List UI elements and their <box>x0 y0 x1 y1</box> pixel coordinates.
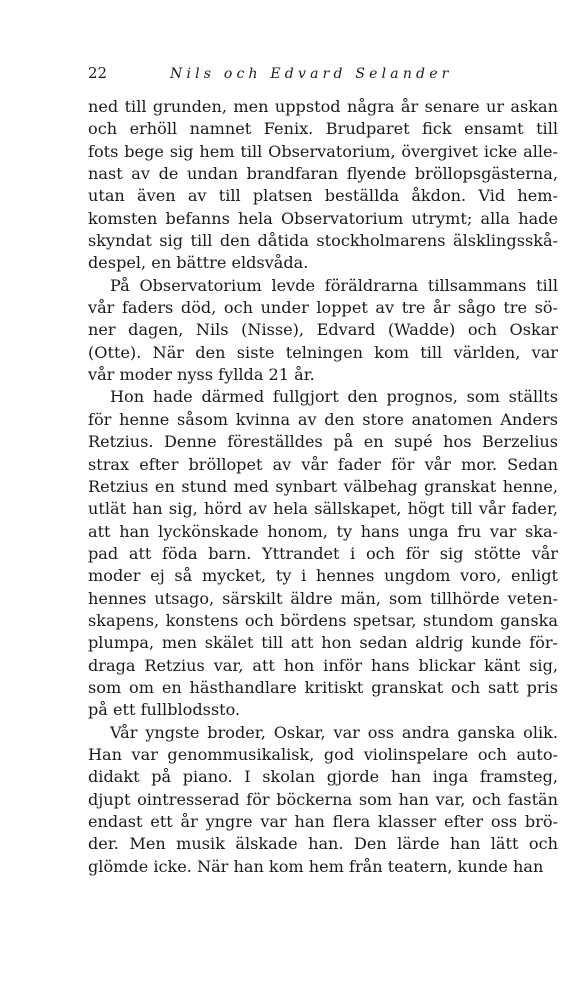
text-line: didakt på piano. I skolan gjorde han inga framsteg, <box>88 767 558 787</box>
text-line: komsten befanns hela Observatorium utrymt; alla hade <box>88 208 558 228</box>
text-line: På Observatorium levde föräldrarna tillsammans till <box>110 275 558 295</box>
paragraph <box>88 275 558 387</box>
text-line: djupt ointresserad för böckerna som han var, och fastän <box>88 789 558 809</box>
text-line: utlät han sig, hörd av hela sällskapet, högt till vår fader, <box>88 499 558 519</box>
text-line: Han var genommusikalisk, god violinspelare och auto- <box>88 744 558 764</box>
text-line: draga Retzius var, att hon inför hans blickar känt sig, <box>88 655 558 675</box>
paragraph <box>88 722 558 878</box>
text-line: som om en hästhandlare kritiskt granskat och satt pris <box>88 677 558 697</box>
text-line: på ett fullblodssto. <box>88 700 241 720</box>
body-text <box>88 96 558 878</box>
text-line: endast ett år yngre var han flera klasser efter oss brö- <box>88 812 558 831</box>
text-line: strax efter bröllopet av vår fader för vår mor. Sedan <box>88 454 558 474</box>
text-line: (Otte). När den siste telningen kom till världen, var <box>88 342 558 362</box>
text-line: glömde icke. När han kom hem från teatern, kunde han <box>88 856 544 876</box>
text-line: att han lyckönskade honom, ty hans unga fru var ska- <box>88 521 558 541</box>
text-line: hennes utsago, särskilt äldre män, som tillhörde veten- <box>88 588 558 608</box>
text-line: der. Men musik älskade han. Den lärde han lätt och <box>88 834 558 854</box>
text-line: Retzius. Denne föreställdes på en supé hos Berzelius <box>88 432 558 452</box>
text-line: vår moder nyss fyllda 21 år. <box>88 365 315 385</box>
text-line: ner dagen, Nils (Nisse), Edvard (Wadde) och Oskar <box>88 320 558 340</box>
paragraph <box>88 386 558 721</box>
text-line: Vår yngste broder, Oskar, var oss andra ganska olik. <box>110 722 558 742</box>
text-line: ned till grunden, men uppstod några år senare ur askan <box>88 97 558 116</box>
text-line: skapens, konstens och bördens spetsar, stundom ganska <box>88 610 558 630</box>
text-line: moder ej så mycket, ty i hennes ungdom voro, enligt <box>88 566 558 586</box>
text-line: Retzius en stund med synbart välbehag granskat henne, <box>88 476 558 496</box>
text-line: skyndat sig till den dåtida stockholmarens älsklingsskå- <box>88 231 558 251</box>
running-title: Nils och Edvard Selander <box>170 66 453 82</box>
text-line: och erhöll namnet Fenix. Brudparet fick ensamt till <box>88 119 558 139</box>
text-line: fots bege sig hem till Observatorium, övergivet icke alle- <box>88 141 558 161</box>
text-line: plumpa, men skälet till att hon sedan aldrig kunde för- <box>88 633 558 653</box>
text-line: despel, en bättre eldsvåda. <box>88 253 309 273</box>
text-line: nast av de undan brandfaran flyende bröllopsgästerna, <box>88 164 558 184</box>
page-number: 22 <box>88 64 108 82</box>
text-line: vår faders död, och under loppet av tre år sågo tre sö- <box>88 298 558 318</box>
text-line: Hon hade därmed fullgjort den prognos, som ställts <box>110 387 558 407</box>
running-header <box>88 64 558 88</box>
text-line: för henne såsom kvinna av den store anatomen Anders <box>88 409 558 429</box>
text-line: pad att föda barn. Yttrandet i och för sig stötte vår <box>88 543 558 563</box>
paragraph <box>88 96 558 275</box>
text-line: utan även av till platsen beställda åkdon. Vid hem- <box>88 186 558 206</box>
book-page <box>88 64 558 878</box>
